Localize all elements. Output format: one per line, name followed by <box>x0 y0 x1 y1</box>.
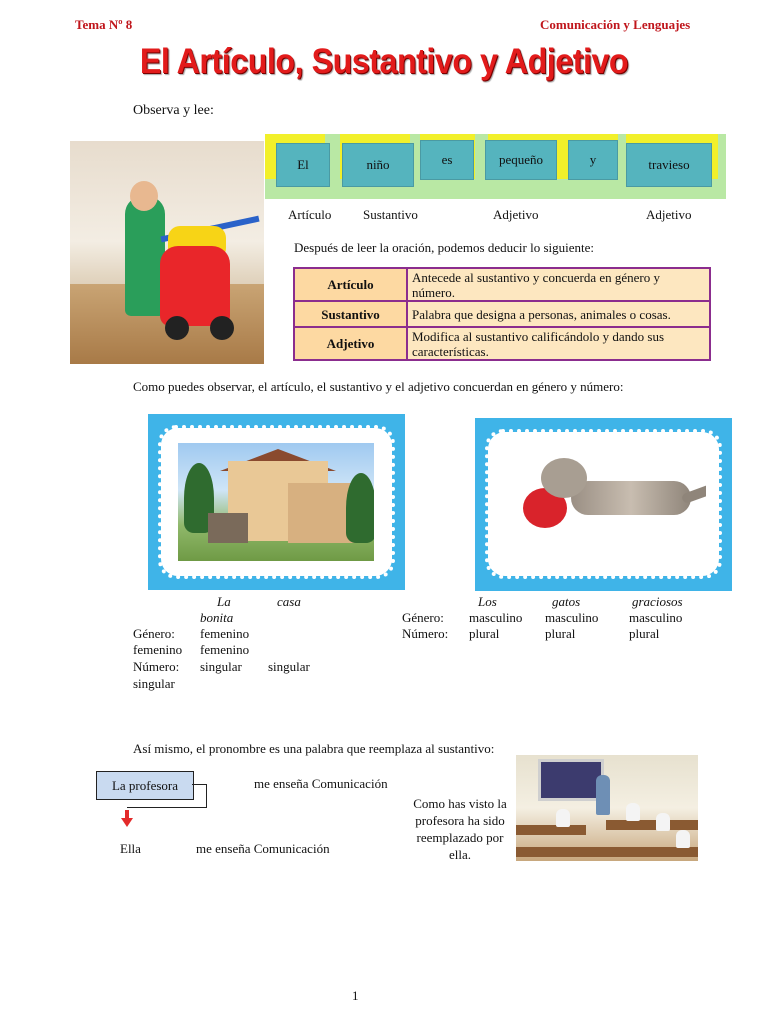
numero-label: Número: <box>133 659 180 674</box>
label-adjetivo-1: Adjetivo <box>493 207 539 222</box>
word-box-es: es <box>420 140 474 180</box>
numero-value: singular <box>268 659 310 674</box>
concord-text: Como puedes observar, el artículo, el sustantivo y el adjetivo concuerdan en género y número: <box>133 379 624 394</box>
definition-text: Antecede al sustantivo y concuerda en género y número. <box>407 268 710 301</box>
genero-value: masculino <box>629 610 683 625</box>
numero-value: plural <box>629 626 660 641</box>
genero-value: masculino <box>469 610 523 625</box>
definition-term: Artículo <box>294 268 407 301</box>
label-sustantivo: Sustantivo <box>363 207 418 222</box>
genero-value: masculino <box>545 610 599 625</box>
word-box-y: y <box>568 140 618 180</box>
table-row <box>294 327 710 360</box>
example-word: bonita <box>200 610 234 625</box>
topic-number: Tema Nº 8 <box>75 17 133 32</box>
table-row <box>294 301 710 327</box>
definition-text: Modifica al sustantivo calificándolo y dando sus características. <box>407 327 710 360</box>
example-word: Los <box>478 594 497 609</box>
numero-value: plural <box>545 626 576 641</box>
genero-label: Género: <box>402 610 444 625</box>
intro-text: Observa y lee: <box>133 103 214 118</box>
numero-value: singular <box>133 676 175 691</box>
genero-value: femenino <box>200 626 250 641</box>
subject-name: Comunicación y Lenguajes <box>540 17 691 32</box>
cat-photo <box>501 446 706 562</box>
word-box-travieso: travieso <box>626 143 712 187</box>
numero-value: singular <box>200 659 242 674</box>
genero-label: Género: <box>133 626 175 641</box>
boy-photo <box>70 141 264 364</box>
example-word: La <box>217 594 231 609</box>
word-box-el: El <box>276 143 330 187</box>
page-number: 1 <box>352 988 359 1003</box>
definition-term: Sustantivo <box>294 301 407 327</box>
label-articulo: Artículo <box>288 207 332 222</box>
house-frame <box>148 414 405 590</box>
page-title: El Artículo, Sustantivo y Adjetivo <box>139 42 629 81</box>
example-word: casa <box>277 594 301 609</box>
arrow-down-icon <box>121 810 133 828</box>
pronoun-note: Como has visto la profesora ha sido reemplazado por ella. <box>413 796 507 862</box>
table-row <box>294 268 710 301</box>
word-box-nino: niño <box>342 143 414 187</box>
example-word: gatos <box>552 594 581 609</box>
numero-value: plural <box>469 626 500 641</box>
deduce-text: Después de leer la oración, podemos deducir lo siguiente: <box>294 240 594 255</box>
label-adjetivo-2: Adjetivo <box>646 207 692 222</box>
word-box-pequeno: pequeño <box>485 140 557 180</box>
cat-frame <box>475 418 732 591</box>
definitions-table <box>293 267 711 361</box>
predicate-text: me enseña Comunicación <box>254 776 388 791</box>
definition-term: Adjetivo <box>294 327 407 360</box>
example-word: graciosos <box>632 594 683 609</box>
pronoun-intro: Así mismo, el pronombre es una palabra que reemplaza al sustantivo: <box>133 741 495 756</box>
predicate-text-2: me enseña Comunicación <box>196 841 330 856</box>
subject-box: La profesora <box>96 771 194 800</box>
numero-label: Número: <box>402 626 449 641</box>
genero-value: femenino <box>133 642 183 657</box>
definition-text: Palabra que designa a personas, animales o cosas. <box>407 301 710 327</box>
genero-value: femenino <box>200 642 250 657</box>
replacement-pronoun: Ella <box>120 841 141 856</box>
house-photo <box>178 443 374 561</box>
classroom-photo <box>516 755 698 861</box>
